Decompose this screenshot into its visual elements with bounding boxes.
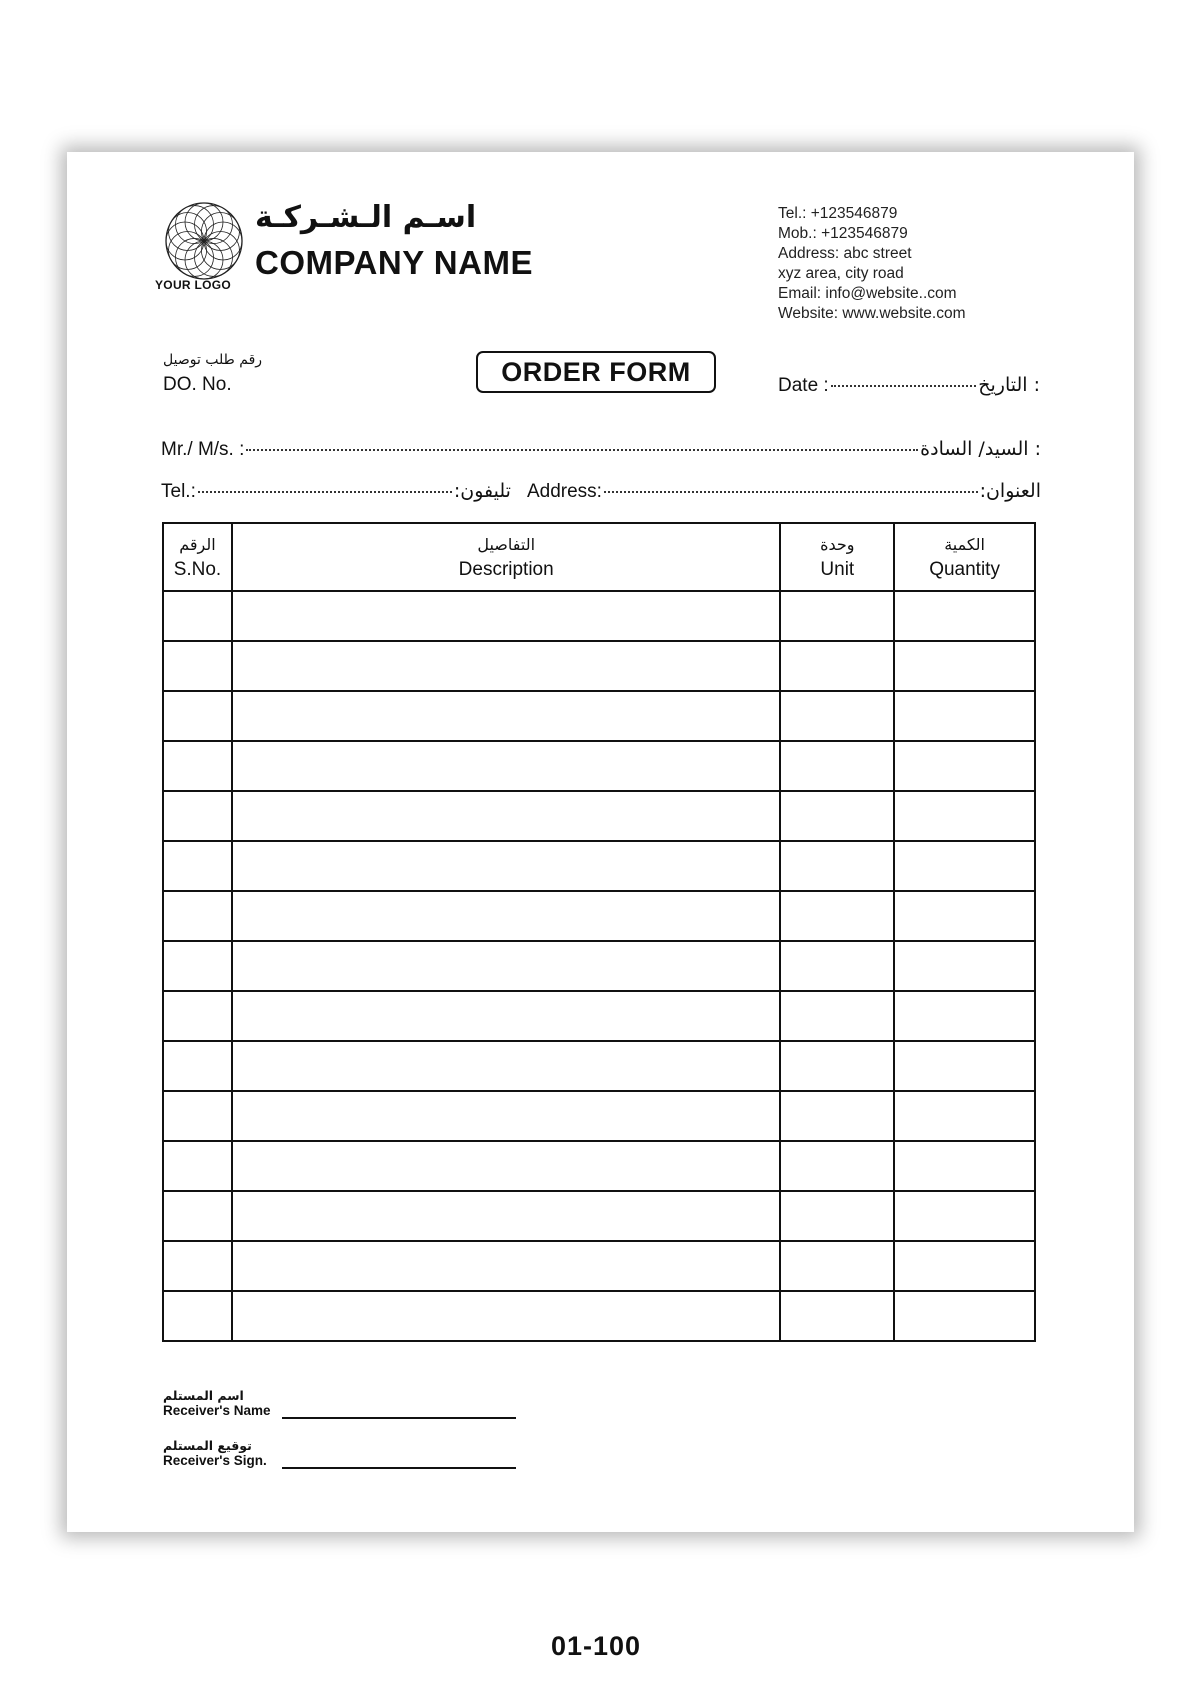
contact-tel: Tel.: +123546879 <box>778 205 898 222</box>
customer-name-dotted-line[interactable] <box>246 449 918 451</box>
description-cell[interactable] <box>232 1091 781 1141</box>
quantity-cell[interactable] <box>894 1091 1035 1141</box>
quantity-cell[interactable] <box>894 1141 1035 1191</box>
sno-cell[interactable] <box>163 741 232 791</box>
unit-cell[interactable] <box>780 691 894 741</box>
header-sno <box>163 523 232 591</box>
description-cell[interactable] <box>232 1041 781 1091</box>
table-row <box>163 691 1035 741</box>
sno-cell[interactable] <box>163 591 232 641</box>
quantity-cell[interactable] <box>894 691 1035 741</box>
unit-cell[interactable] <box>780 941 894 991</box>
sno-cell[interactable] <box>163 841 232 891</box>
address-label-arabic: العنوان: <box>979 480 1041 502</box>
quantity-cell[interactable] <box>894 891 1035 941</box>
header-quantity <box>894 523 1035 591</box>
contact-info <box>778 204 966 324</box>
description-cell[interactable] <box>232 591 781 641</box>
sno-cell[interactable] <box>163 991 232 1041</box>
table-row <box>163 641 1035 691</box>
table-row <box>163 1041 1035 1091</box>
header-unit-label: Unit <box>820 559 855 580</box>
sno-cell[interactable] <box>163 691 232 741</box>
description-cell[interactable] <box>232 691 781 741</box>
description-cell[interactable] <box>232 891 781 941</box>
description-cell[interactable] <box>232 1141 781 1191</box>
sno-cell[interactable] <box>163 941 232 991</box>
description-cell[interactable] <box>232 941 781 991</box>
tel-label-arabic: تليفون: <box>453 480 511 502</box>
quantity-cell[interactable] <box>894 841 1035 891</box>
table-row <box>163 1291 1035 1341</box>
quantity-cell[interactable] <box>894 1041 1035 1091</box>
company-name-arabic: اسـم الـشـركـة <box>255 200 477 235</box>
unit-cell[interactable] <box>780 1091 894 1141</box>
description-cell[interactable] <box>232 1241 781 1291</box>
unit-cell[interactable] <box>780 791 894 841</box>
description-cell[interactable] <box>232 641 781 691</box>
quantity-cell[interactable] <box>894 791 1035 841</box>
receiver-name-line[interactable] <box>282 1417 516 1419</box>
header-quantity-arabic: الكمية <box>944 535 985 554</box>
customer-name-label: Mr./ M/s. : <box>161 439 245 460</box>
sno-cell[interactable] <box>163 891 232 941</box>
quantity-cell[interactable] <box>894 741 1035 791</box>
table-row <box>163 1141 1035 1191</box>
quantity-cell[interactable] <box>894 991 1035 1041</box>
unit-cell[interactable] <box>780 641 894 691</box>
table-row <box>163 741 1035 791</box>
sno-cell[interactable] <box>163 1241 232 1291</box>
unit-cell[interactable] <box>780 591 894 641</box>
logo-text: YOUR LOGO <box>155 278 232 292</box>
table-row <box>163 1191 1035 1241</box>
description-cell[interactable] <box>232 841 781 891</box>
description-cell[interactable] <box>232 741 781 791</box>
unit-cell[interactable] <box>780 991 894 1041</box>
sno-cell[interactable] <box>163 1091 232 1141</box>
date-label: Date : <box>778 375 829 396</box>
header-description-label: Description <box>458 559 554 580</box>
header-quantity-label: Quantity <box>929 559 1000 580</box>
contact-address-line1: Address: abc street <box>778 245 912 262</box>
items-table <box>162 522 1036 1342</box>
unit-cell[interactable] <box>780 1141 894 1191</box>
unit-cell[interactable] <box>780 891 894 941</box>
form-title: ORDER FORM <box>476 351 716 393</box>
table-row <box>163 891 1035 941</box>
unit-cell[interactable] <box>780 741 894 791</box>
unit-cell[interactable] <box>780 1191 894 1241</box>
quantity-cell[interactable] <box>894 941 1035 991</box>
sno-cell[interactable] <box>163 791 232 841</box>
quantity-cell[interactable] <box>894 591 1035 641</box>
sno-cell[interactable] <box>163 1291 232 1341</box>
contact-mobile: Mob.: +123546879 <box>778 225 908 242</box>
table-row <box>163 1091 1035 1141</box>
table-row <box>163 1241 1035 1291</box>
do-number-label: DO. No. <box>163 374 232 395</box>
quantity-cell[interactable] <box>894 1291 1035 1341</box>
sno-cell[interactable] <box>163 1141 232 1191</box>
header-unit-arabic: وحدة <box>820 535 855 554</box>
receiver-sign-label: Receiver's Sign. <box>163 1453 267 1468</box>
logo-icon <box>163 200 245 290</box>
header-sno-arabic: الرقم <box>179 535 216 554</box>
header-sno-label: S.No. <box>173 559 222 580</box>
contact-website: Website: www.website.com <box>778 305 966 322</box>
date-dotted-line[interactable] <box>831 385 977 387</box>
table-row <box>163 991 1035 1041</box>
customer-name-field[interactable] <box>161 438 1041 461</box>
tel-dotted-line[interactable] <box>198 491 452 493</box>
table-row <box>163 841 1035 891</box>
company-name: COMPANY NAME <box>255 244 533 281</box>
receiver-name-block <box>163 1388 271 1418</box>
description-cell[interactable] <box>232 1191 781 1241</box>
items-table-body <box>163 591 1035 1341</box>
order-form-sheet <box>67 152 1134 1532</box>
form-code: 01-100 <box>550 1631 642 1661</box>
address-label: Address: <box>526 481 602 502</box>
table-row <box>163 941 1035 991</box>
address-dotted-line[interactable] <box>604 491 978 493</box>
do-number-label-arabic: رقم طلب توصيل <box>163 352 263 368</box>
contact-address-line2: xyz area, city road <box>778 265 904 282</box>
header-description <box>232 523 781 591</box>
receiver-sign-label-arabic: توقيع المستلم <box>163 1438 252 1453</box>
header-description-arabic: التفاصيل <box>477 535 536 554</box>
unit-cell[interactable] <box>780 1291 894 1341</box>
date-field[interactable] <box>778 374 1040 397</box>
table-header-row <box>163 523 1035 591</box>
quantity-cell[interactable] <box>894 641 1035 691</box>
tel-address-field[interactable] <box>161 480 1041 503</box>
contact-email: Email: info@website..com <box>778 285 957 302</box>
customer-name-label-arabic: : السيد/ السادة <box>920 438 1041 460</box>
header-unit <box>780 523 894 591</box>
description-cell[interactable] <box>232 791 781 841</box>
receiver-sign-line[interactable] <box>282 1467 516 1469</box>
receiver-name-label: Receiver's Name <box>163 1403 271 1418</box>
table-row <box>163 791 1035 841</box>
unit-cell[interactable] <box>780 1041 894 1091</box>
table-row <box>163 591 1035 641</box>
quantity-cell[interactable] <box>894 1241 1035 1291</box>
sno-cell[interactable] <box>163 1041 232 1091</box>
receiver-sign-block <box>163 1438 267 1468</box>
tel-label: Tel.: <box>161 481 196 502</box>
sno-cell[interactable] <box>163 641 232 691</box>
description-cell[interactable] <box>232 1291 781 1341</box>
description-cell[interactable] <box>232 991 781 1041</box>
unit-cell[interactable] <box>780 841 894 891</box>
receiver-name-label-arabic: اسم المستلم <box>163 1388 244 1403</box>
quantity-cell[interactable] <box>894 1191 1035 1241</box>
date-label-arabic: : التاريخ <box>978 374 1040 396</box>
unit-cell[interactable] <box>780 1241 894 1291</box>
sno-cell[interactable] <box>163 1191 232 1241</box>
